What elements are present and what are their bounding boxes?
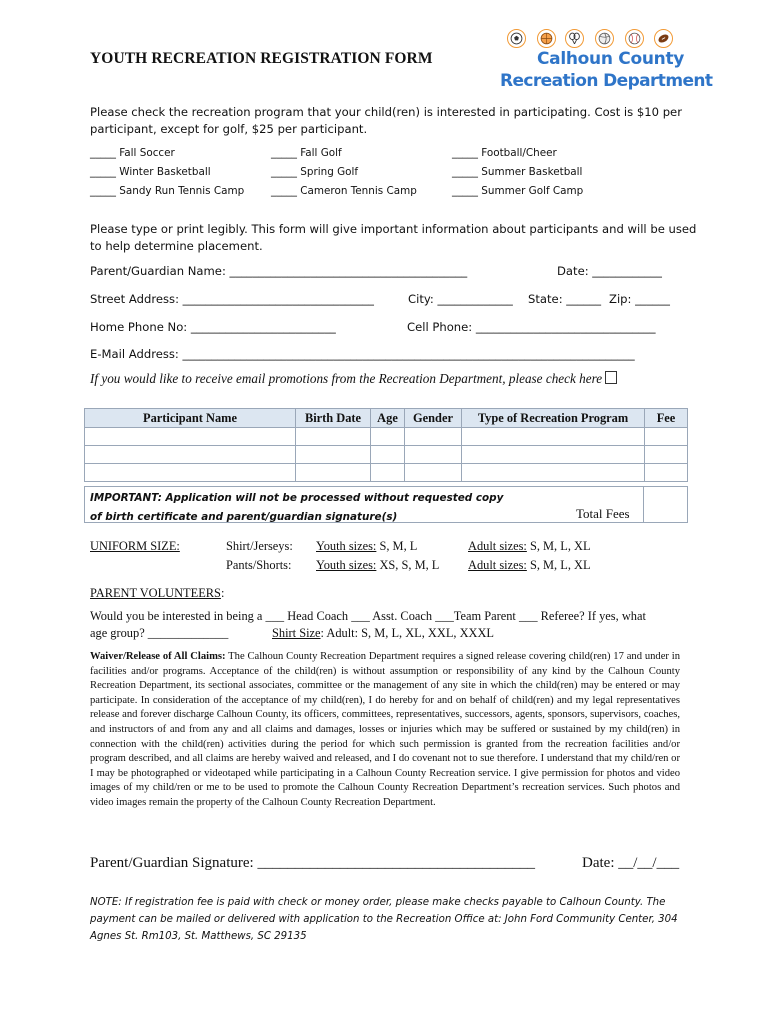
baseball-icon [625, 29, 644, 48]
parent-volunteers-label: PARENT VOLUNTEERS [90, 586, 221, 600]
participant-name-cell[interactable] [85, 464, 296, 482]
col-participant-name: Participant Name [85, 409, 296, 428]
email-promo-label: If you would like to receive email promotions from the Recreation Department, please check here [90, 371, 603, 386]
table-left-rule [84, 486, 85, 523]
participant-name-cell[interactable] [85, 446, 296, 464]
birth-date-cell[interactable] [296, 464, 371, 482]
youth-sizes-label: Youth sizes: [316, 539, 377, 553]
basketball-icon [537, 29, 556, 48]
uniform-size-label: UNIFORM SIZE: [90, 539, 180, 553]
adult-shirt-values: S, M, L, XL [526, 539, 591, 553]
adult-sizes-label: Adult sizes: [468, 539, 527, 553]
fee-cell[interactable] [645, 464, 688, 482]
total-fees-label: Total Fees [576, 506, 630, 521]
logo-text-county: Calhoun County [537, 49, 685, 69]
payment-note: NOTE: If registration fee is paid with check or money order, please make checks payable to Calhoun County. The payment can be mailed or delivered with application to the Recreation Office at: John Ford Community Center, 304 Agnes St. Rm103, St. Matthews, SC 29135 [90, 897, 678, 942]
intro-line-1: Please check the recreation program that your child(ren) is interested in participating. Cost is $10 per [90, 105, 682, 119]
col-gender: Gender [405, 409, 462, 428]
zip-field[interactable]: Zip: ______ [609, 292, 670, 306]
table-row [85, 446, 688, 464]
calhoun-county-logo [497, 27, 713, 99]
volunteer-roles-line[interactable]: Would you be interested in being a ___ Head Coach ___ Asst. Coach ___Team Parent ___ Referee? If yes, what [90, 609, 646, 623]
program-cell[interactable] [462, 446, 645, 464]
pants-label: Pants/Shorts: [226, 558, 292, 572]
birth-date-cell[interactable] [296, 428, 371, 446]
intro-line-2: participant, except for golf, $25 per participant. [90, 122, 368, 136]
tennis-rackets-icon [565, 29, 584, 48]
email-promo-text [90, 371, 617, 387]
age-cell[interactable] [371, 464, 405, 482]
col-fee: Fee [645, 409, 688, 428]
program-fall-golf[interactable]: _____ Fall Golf [271, 147, 342, 159]
gender-cell[interactable] [405, 428, 462, 446]
birth-date-cell[interactable] [296, 446, 371, 464]
email-field[interactable]: E-Mail Address: ______________________________________________________________________________ [90, 347, 635, 361]
street-address-field[interactable]: Street Address: _________________________________ [90, 292, 374, 306]
program-cell[interactable] [462, 428, 645, 446]
gender-cell[interactable] [405, 464, 462, 482]
age-cell[interactable] [371, 428, 405, 446]
col-age: Age [371, 409, 405, 428]
parent-volunteers-heading [90, 586, 224, 601]
program-cell[interactable] [462, 464, 645, 482]
logo-text-department: Recreation Department [500, 71, 713, 91]
football-icon [654, 29, 673, 48]
signature-date-field[interactable]: Date: __/__/___ [582, 855, 680, 871]
program-football-cheer[interactable]: _____ Football/Cheer [452, 147, 557, 159]
adult-pants-sizes [468, 558, 591, 573]
adult-pants-values: S, M, L, XL [526, 558, 591, 572]
participants-table [84, 408, 688, 482]
guardian-signature-field[interactable]: Parent/Guardian Signature: _____________________________________ [90, 855, 535, 871]
waiver-body: The Calhoun County Recreation Department requires a signed release covering child(ren) 17 and under in facilities and/or programs. Acceptance of the child(ren) is without assumption or responsibility of any kind by the Calhoun County Recreation Department, its sectional associates, committee or the management of any site in which the child(ren) may be entered or may participate. In consideration of the acceptance of my child(ren), I do hereby for and on behalf of child(ren) and my legal representatives release and forever discharge Calhoun County, its officers, committees, representatives, successors, agents, sponsors, supervisors, coaches, and instructors of and from any and all claims and damages, losses or injuries which may be suffered or sustained by my child(ren) in connection with the child(ren) activities during the period for which such permission is granted from the recreation facilities and/or program described, and all claims are hereby waived and released, and I do covenant not to sue therefore. I understand that my child/ren or I may be photographed or videotaped while participating in a Calhoun County Recreation service. I give permission for photos and video images of my child/ren or me to be used to promote the Calhoun County Recreation Department’s recreation services. Such photos and video images remain the property of the Calhoun County Recreation Department. [90, 651, 680, 808]
program-summer-basketball[interactable]: _____ Summer Basketball [452, 166, 583, 178]
instructions-line-1: Please type or print legibly. This form will give important information about participants and will be used [90, 222, 697, 236]
youth-shirt-values: S, M, L [376, 539, 418, 553]
shirt-size-options: : Adult: S, M, L, XL, XXL, XXXL [320, 626, 494, 640]
shirt-size-label: Shirt Size [272, 626, 321, 640]
cell-phone-field[interactable]: Cell Phone: _______________________________ [407, 320, 656, 334]
parent-volunteers-colon: : [220, 586, 225, 600]
table-header-row [85, 409, 688, 428]
email-promo-checkbox[interactable] [605, 371, 617, 384]
col-birth-date: Birth Date [296, 409, 371, 428]
volunteer-age-group-field[interactable]: age group? _____________ [90, 626, 229, 640]
home-phone-field[interactable]: Home Phone No: _________________________ [90, 320, 336, 334]
soccer-ball-icon [507, 29, 526, 48]
total-fee-divider [643, 486, 644, 523]
age-cell[interactable] [371, 446, 405, 464]
form-title: YOUTH RECREATION REGISTRATION FORM [90, 50, 433, 67]
col-program-type: Type of Recreation Program [462, 409, 645, 428]
volleyball-icon [595, 29, 614, 48]
table-row [85, 428, 688, 446]
total-fees-input[interactable] [646, 490, 684, 520]
table-row [85, 464, 688, 482]
program-sandy-run-tennis-camp[interactable]: _____ Sandy Run Tennis Camp [90, 185, 245, 197]
waiver-heading: Waiver/Release of All Claims: [90, 651, 226, 662]
shirts-label: Shirt/Jerseys: [226, 539, 293, 553]
youth-pants-sizes [316, 558, 439, 573]
youth-shirt-sizes [316, 539, 417, 554]
fee-cell[interactable] [645, 428, 688, 446]
youth-sizes-label: Youth sizes: [316, 558, 377, 572]
guardian-name-field[interactable]: Parent/Guardian Name: _________________________________________ [90, 264, 468, 278]
important-notice: IMPORTANT: Application will not be processed without requested copy of birth certificate and parent/guardian signature(s) [90, 492, 504, 523]
youth-pants-values: XS, S, M, L [376, 558, 440, 572]
program-cameron-tennis-camp[interactable]: _____ Cameron Tennis Camp [271, 185, 417, 197]
date-field[interactable]: Date: ____________ [557, 264, 662, 278]
state-field[interactable]: State: ______ [528, 292, 602, 306]
program-spring-golf[interactable]: _____ Spring Golf [271, 166, 359, 178]
program-summer-golf-camp[interactable]: _____ Summer Golf Camp [452, 185, 584, 197]
program-fall-soccer[interactable]: _____ Fall Soccer [90, 147, 175, 159]
table-divider [84, 486, 688, 487]
table-right-rule [687, 486, 688, 523]
adult-sizes-label: Adult sizes: [468, 558, 527, 572]
program-winter-basketball[interactable]: _____ Winter Basketball [90, 166, 211, 178]
volunteer-shirt-size [272, 626, 494, 641]
adult-shirt-sizes [468, 539, 591, 554]
city-field[interactable]: City: _____________ [408, 292, 513, 306]
participant-name-cell[interactable] [85, 428, 296, 446]
fee-cell[interactable] [645, 446, 688, 464]
instructions-line-2: to help determine placement. [90, 239, 263, 253]
waiver-release-text [90, 650, 680, 811]
gender-cell[interactable] [405, 446, 462, 464]
